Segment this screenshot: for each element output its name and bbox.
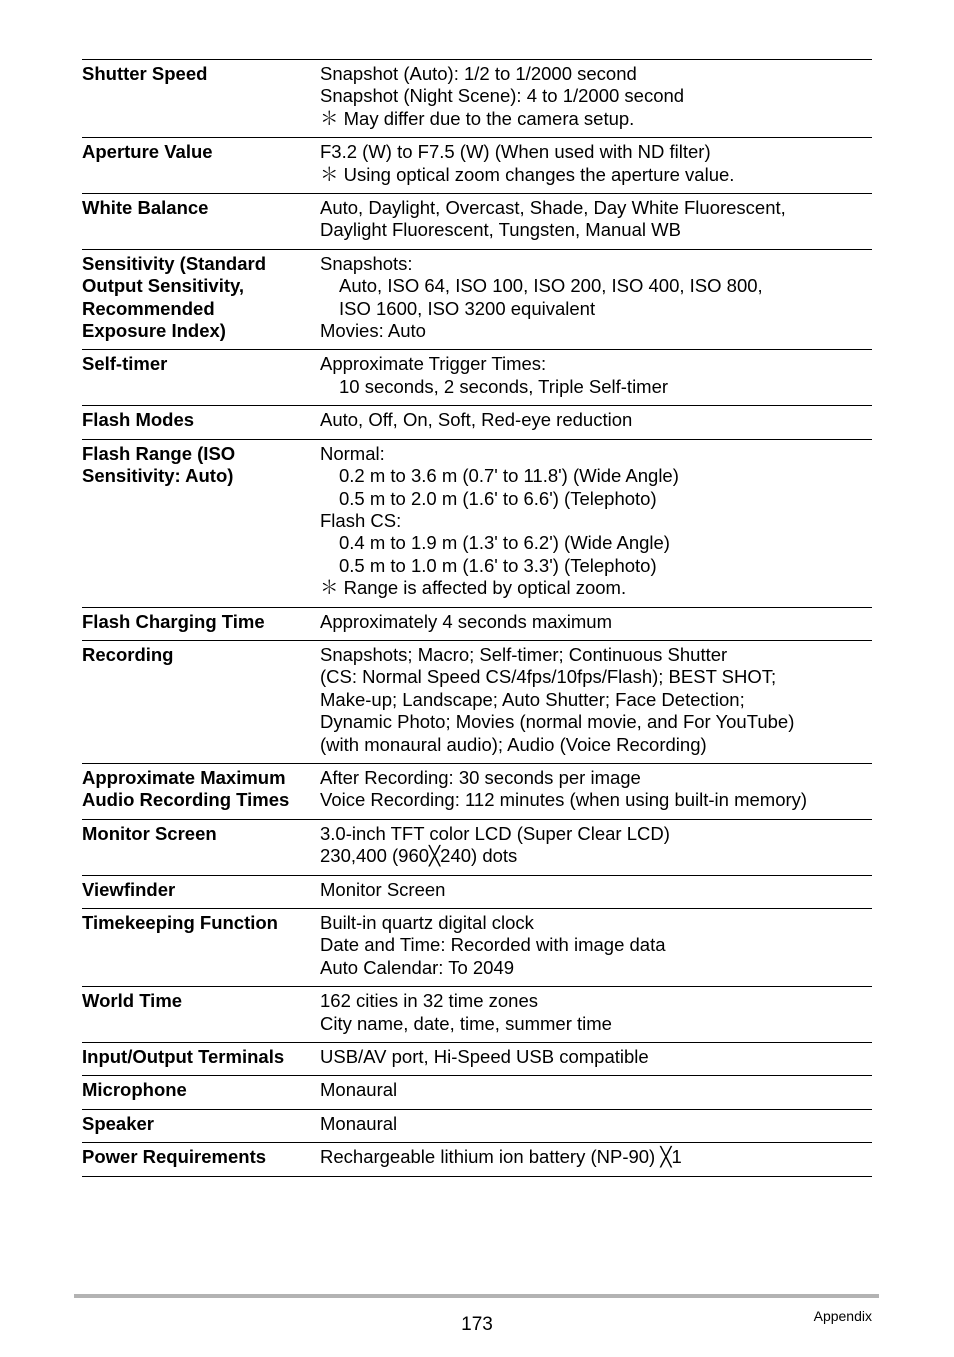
spec-value [320, 823, 872, 868]
spec-value-line: 10 seconds, 2 seconds, Triple Self-timer [339, 375, 669, 397]
spec-value [320, 1113, 872, 1135]
spec-label: Approximate Maximum Audio Recording Times [82, 766, 290, 811]
spec-value [320, 141, 872, 186]
spec-row [82, 406, 872, 439]
spec-value-line: 230,400 (960╳240) dots [320, 845, 518, 867]
spec-label: Monitor Screen [82, 822, 217, 844]
spec-label: Microphone [82, 1079, 187, 1101]
spec-value-line: After Recording: 30 seconds per image [320, 766, 641, 788]
section-name: Appendix [813, 1308, 872, 1324]
spec-value-line: ＊ May differ due to the camera setup. [320, 107, 635, 129]
spec-value-line: ＊ Using optical zoom changes the aperture value. [320, 163, 735, 185]
spec-value-line: (with monaural audio); Audio (Voice Recording) [320, 733, 707, 755]
spec-row [82, 194, 872, 250]
spec-value-line: 0.5 m to 2.0 m (1.6' to 6.6') (Telephoto) [339, 487, 657, 509]
spec-label: Aperture Value [82, 141, 213, 163]
spec-value-line: Approximately 4 seconds maximum [320, 610, 612, 632]
spec-value [320, 1079, 872, 1101]
spec-row [82, 820, 872, 876]
spec-value-line: 3.0-inch TFT color LCD (Super Clear LCD) [320, 822, 670, 844]
spec-value-line: Flash CS: [320, 509, 402, 531]
spec-value [320, 1146, 872, 1168]
spec-value-line: 162 cities in 32 time zones [320, 990, 539, 1012]
spec-value-line: Date and Time: Recorded with image data [320, 934, 666, 956]
spec-value-line: Auto Calendar: To 2049 [320, 956, 515, 978]
spec-row [82, 1143, 872, 1176]
spec-row [82, 250, 872, 351]
spec-label: World Time [82, 990, 183, 1012]
spec-row [82, 350, 872, 406]
spec-value-line: USB/AV port, Hi-Speed USB compatible [320, 1046, 649, 1068]
spec-value-line: Monaural [320, 1079, 398, 1101]
spec-value-line: ＊ Range is affected by optical zoom. [320, 577, 627, 599]
spec-table [82, 59, 872, 1177]
spec-value-line: Monitor Screen [320, 878, 446, 900]
spec-row [82, 440, 872, 608]
spec-value-line: Snapshot (Auto): 1/2 to 1/2000 second [320, 63, 637, 84]
spec-label: White Balance [82, 197, 209, 219]
spec-value-line: Rechargeable lithium ion battery (NP-90) ╳1 [320, 1146, 682, 1168]
spec-value-line: F3.2 (W) to F7.5 (W) (When used with ND filter) [320, 141, 711, 163]
spec-label: Speaker [82, 1112, 154, 1134]
spec-value-line: Auto, Off, On, Soft, Red-eye reduction [320, 409, 633, 431]
spec-row [82, 876, 872, 909]
spec-value-line: Daylight Fluorescent, Tungsten, Manual WB [320, 219, 681, 241]
spec-value-line: Monaural [320, 1112, 398, 1134]
spec-value-line: Snapshot (Night Scene): 4 to 1/2000 second [320, 85, 685, 107]
spec-row [82, 608, 872, 641]
spec-row [82, 1076, 872, 1109]
spec-value-line: Built-in quartz digital clock [320, 912, 534, 933]
spec-value [320, 1046, 872, 1068]
spec-row [82, 1110, 872, 1143]
spec-value [320, 879, 872, 901]
spec-value-line: Make-up; Landscape; Auto Shutter; Face Detection; [320, 688, 745, 710]
spec-value [320, 912, 872, 979]
footer-divider [74, 1294, 879, 1298]
spec-label: Input/Output Terminals [82, 1046, 285, 1068]
spec-label: Flash Charging Time [82, 610, 265, 632]
spec-value-line: 0.4 m to 1.9 m (1.3' to 6.2') (Wide Angle) [339, 532, 670, 554]
spec-value-line: Voice Recording: 112 minutes (when using built-in memory) [320, 789, 808, 811]
spec-value [320, 409, 872, 431]
spec-label: Shutter Speed [82, 63, 208, 84]
spec-row [82, 987, 872, 1043]
spec-value [320, 63, 872, 130]
spec-row [82, 1043, 872, 1076]
spec-label: Sensitivity (Standard Output Sensitivity, Recommended Exposure Index) [82, 252, 267, 342]
spec-value-line: Auto, ISO 64, ISO 100, ISO 200, ISO 400, ISO 800, [339, 275, 763, 297]
spec-row [82, 764, 872, 820]
spec-label: Timekeeping Function [82, 912, 278, 933]
spec-value [320, 253, 872, 343]
spec-value [320, 767, 872, 812]
spec-row [82, 909, 872, 987]
spec-label: Flash Modes [82, 409, 195, 431]
spec-value [320, 611, 872, 633]
spec-row [82, 641, 872, 764]
spec-value [320, 644, 872, 756]
spec-value-line: Snapshots; Macro; Self-timer; Continuous Shutter [320, 643, 728, 665]
spec-value-line: Dynamic Photo; Movies (normal movie, and For YouTube) [320, 711, 795, 733]
spec-label: Recording [82, 643, 174, 665]
spec-value-line: Auto, Daylight, Overcast, Shade, Day White Fluorescent, [320, 197, 786, 219]
spec-value [320, 990, 872, 1035]
spec-value [320, 353, 872, 398]
spec-value-line: Movies: Auto [320, 320, 426, 342]
spec-label: Power Requirements [82, 1146, 267, 1168]
spec-row [82, 60, 872, 138]
spec-value [320, 443, 872, 600]
page-number: 173 [461, 1314, 493, 1335]
spec-label: Self-timer [82, 353, 168, 375]
spec-value-line: ISO 1600, ISO 3200 equivalent [339, 297, 596, 319]
spec-value-line: City name, date, time, summer time [320, 1012, 612, 1034]
spec-label: Flash Range (ISO Sensitivity: Auto) [82, 442, 236, 487]
spec-value-line: Normal: [320, 442, 385, 464]
spec-value-line: 0.5 m to 1.0 m (1.6' to 3.3') (Telephoto) [339, 554, 657, 576]
spec-label: Viewfinder [82, 878, 176, 900]
spec-row [82, 138, 872, 194]
spec-value [320, 197, 872, 242]
spec-value-line: Approximate Trigger Times: [320, 353, 547, 375]
spec-value-line: Snapshots: [320, 252, 413, 274]
spec-value-line: (CS: Normal Speed CS/4fps/10fps/Flash); BEST SHOT; [320, 666, 777, 688]
spec-value-line: 0.2 m to 3.6 m (0.7' to 11.8') (Wide Angle) [339, 465, 679, 487]
